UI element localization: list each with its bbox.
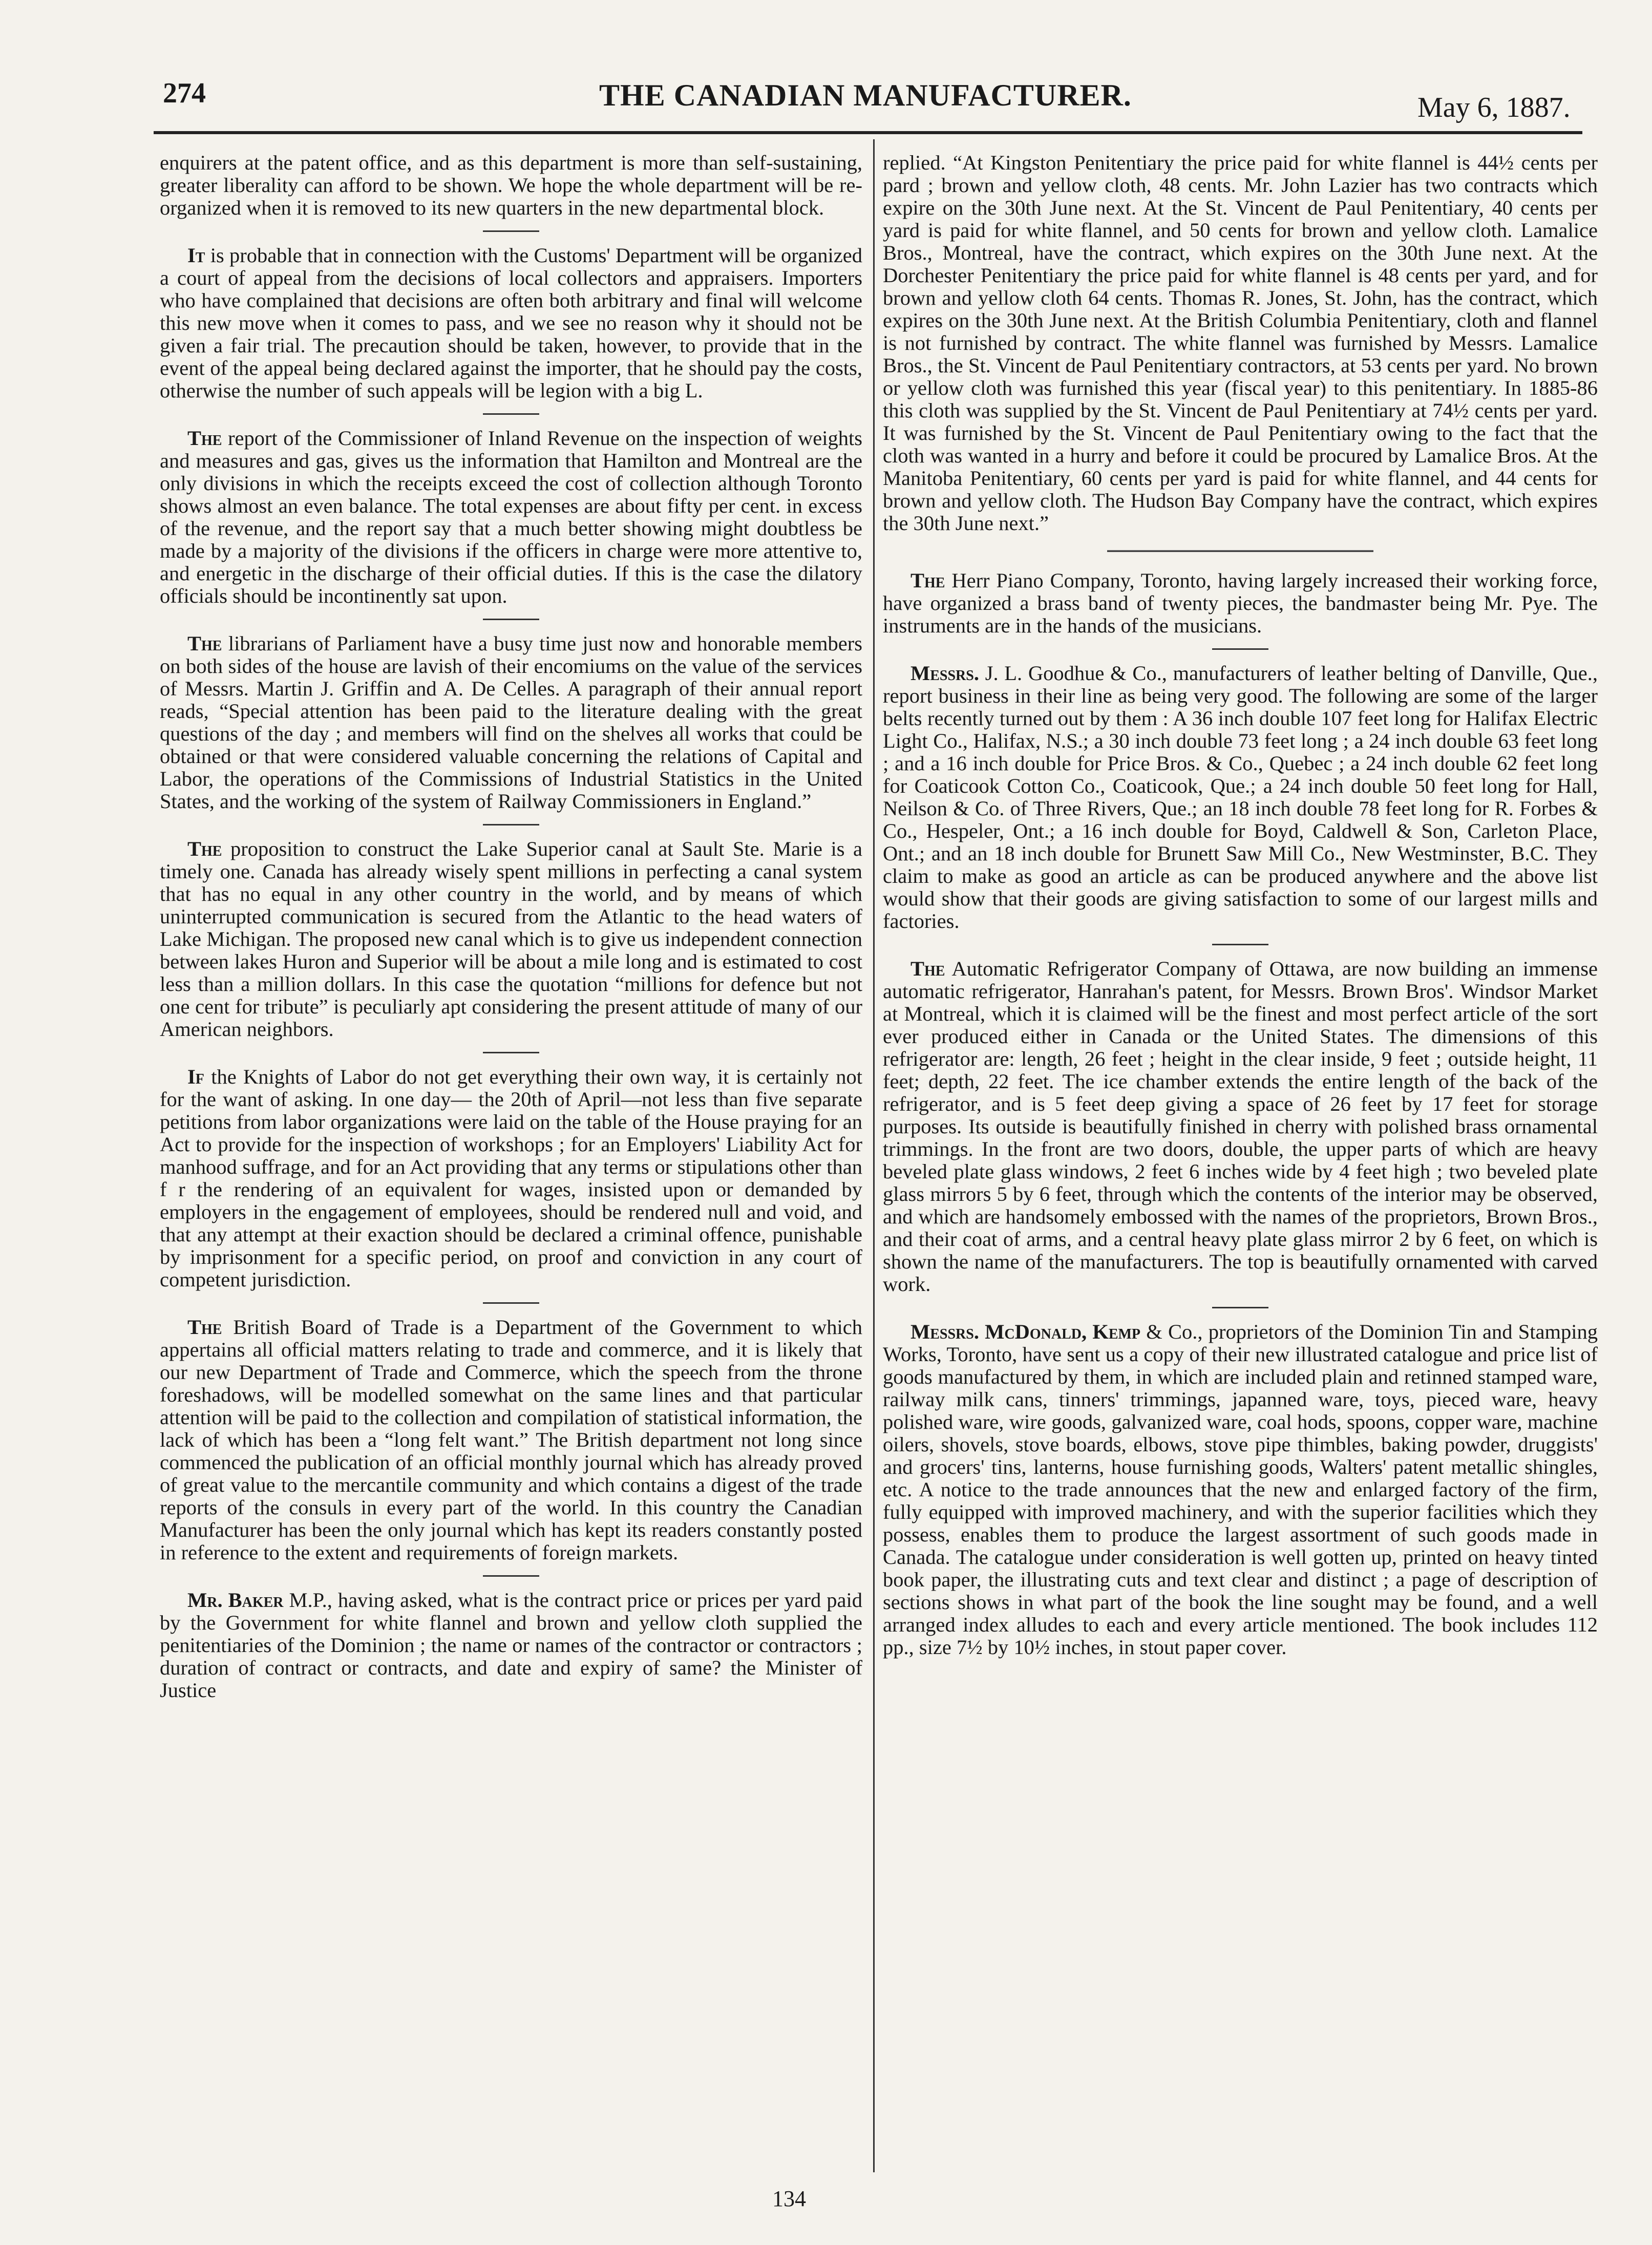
section-separator xyxy=(483,413,539,415)
left-column xyxy=(160,152,862,1702)
column-divider xyxy=(873,139,875,2172)
section-separator xyxy=(483,824,539,825)
paragraph-penitentiary-reply: replied. “At Kingston Penitentiary the price paid for white flannel is 44½ cents per pard ; brown and yellow cloth, 48 cents. Mr. John Lazier has two contracts which expire on the 30th June next. At the St. Vincent de Paul Penitentiary, 40 cents per yard is paid for white flannel, and 50 cents for brown and yellow cloth. Lamalice Bros., Montreal, have the contract, which expires on the 30th June next. At the Dorchester Penitentiary the price paid for white flannel is 48 cents per yard, and for brown and yellow cloth 64 cents. Thomas R. Jones, St. John, has the contract, which expires on the 30th June next. At the British Columbia Penitentiary, cloth and flannel is not furnished by contract. The white flannel was furnished by Messrs. Lamalice Bros., the St. Vincent de Paul Penitentiary contractors, at 53 cents per yard. No brown or yellow cloth was furnished this year (fiscal year) to this penitentiary. In 1885-86 this cloth was supplied by the St. Vincent de Paul Penitentiary at 74½ cents per yard. It was furnished by the St. Vincent de Paul Penitentiary owing to the fact that the cloth was wanted in a hurry and before it could be procured by Lamalice Bros. At the Manitoba Penitentiary, 60 cents per yard is paid for white flannel, and 44 cents for brown and yellow cloth. The Hudson Bay Company have the contract, which expires the 30th June next.” xyxy=(883,151,1598,535)
paragraph-mcdonald-kemp: Messrs. McDonald, Kemp & Co., proprietors of the Dominion Tin and Stamping Works, Toronto, have sent us a copy of their new illustrated catalogue and price list of goods manufactured by them, in which are included plain and retinned stamped ware, railway milk cans, tinners' trimmings, japanned ware, toys, pieced ware, heavy polished ware, wire goods, galvanized ware, coal hods, spoons, copper ware, machine oilers, shovels, stove boards, elbows, stove pipe thimbles, baking powder, druggists' and grocers' tins, lanterns, house furnishing goods, Walters' patent metallic shingles, etc. A notice to the trade announces that the new and enlarged factory of the firm, fully equipped with improved machinery, and with the superior facilities which they possess, enables them to produce the largest assortment of such goods made in Canada. The catalogue under consideration is well gotten up, printed on heavy tinted book paper, the illustrating cuts and text clear and distinct ; a page of description of sections shows in what part of the book the line sought may be found, and a well arranged index alludes to each and every article mentioned. The book includes 112 pp., size 7½ by 10½ inches, in stout paper cover. xyxy=(883,1320,1598,1659)
paragraph-automatic-refrigerator: The Automatic Refrigerator Company of Ottawa, are now building an immense automatic refrigerator, Hanrahan's patent, for Messrs. Brown Bros'. Windsor Market at Montreal, which it is claimed will be the finest and most perfect article of the sort ever produced either in Canada or the United States. The dimensions of this refrigerator are: length, 26 feet ; height in the clear inside, 9 feet ; outside height, 11 feet; depth, 22 feet. The ice chamber extends the entire length of the back of the refrigerator, and is 5 feet deep giving a space of 26 feet by 17 feet for storage purposes. Its outside is beautifully finished in cherry with polished brass ornamental trimmings. In the front are two doors, double, the upper parts of which are heavy beveled plate glass windows, 2 feet 6 inches wide by 4 feet high ; two beveled plate glass mirrors 5 by 6 feet, through which the contents of the interior may be observed, and which are handsomely embossed with the names of the proprietors, Brown Bros., and their coat of arms, and a central heavy plate glass mirror 2 by 6 feet, on which is shown the name of the manufacturers. The top is beautifully ornamented with carved work. xyxy=(883,957,1598,1296)
paragraph-customs-appeal: It is probable that in connection with the Customs' Department will be organized a court of appeal from the decisions of local collectors and appraisers. Importers who have complained that decisions are often both arbitrary and final will welcome this new move when it comes to pass, and we see no reason why it should not be given a fair trial. The precaution should be taken, however, to provide that in the event of the appeal being declared against the importer, that he should pay the costs, otherwise the number of such appeals will be legion with a big L. xyxy=(160,244,862,402)
paragraph-inland-revenue: The report of the Commissioner of Inland Revenue on the inspection of weights and measures and gas, gives us the information that Hamilton and Montreal are the only divisions in which the receipts exceed the cost of collection although Toronto shows almost an even balance. The total expenses are about fifty per cent. in excess of the revenue, and the report say that a much better showing might doubtless be made by a majority of the divisions if the officers in charge were more attentive to, and energetic in the discharge of their official duties. If this is the case the dilatory officials should be incontinently sat upon. xyxy=(160,427,862,607)
paragraph-mr-baker: Mr. Baker M.P., having asked, what is the contract price or prices per yard paid by the Government for white flannel and brown and yellow cloth supplied the penitentiaries of the Dominion ; the name or names of the contractor or contractors ; duration of contract or contracts, and date and expiry of same? the Minister of Justice xyxy=(160,1589,863,1702)
paragraph-herr-piano: The Herr Piano Company, Toronto, having largely increased their working force, have organized a brass band of twenty pieces, the bandmaster being Mr. Pye. The instruments are in the hands of the musicians. xyxy=(883,569,1598,637)
section-separator xyxy=(483,619,539,620)
paragraph-librarians: The librarians of Parliament have a busy time just now and honorable members on both sides of the house are lavish of their encomiums on the value of the services of Messrs. Martin J. Griffin and A. De Celles. A paragraph of their annual report reads, “Special attention has been paid to the literature dealing with the great questions of the day ; and members will find on the shelves all works that could be obtained or that were considered valuable concerning the relations of Capital and Labor, the operations of the Commissions of Industrial Statistics in the United States, and the working of the system of Railway Commissioners in England.” xyxy=(160,632,862,813)
page-folio: 134 xyxy=(772,2186,806,2211)
section-separator xyxy=(1212,1307,1268,1308)
section-separator xyxy=(1212,648,1268,650)
section-separator xyxy=(483,230,539,232)
paragraph-patent-office: enquirers at the patent office, and as this department is more than self-sustaining, greater liberality can afford to be shown. We hope the whole department will be re-organized when it is removed to its new quarters in the new departmental block. xyxy=(160,151,862,219)
page-number: 274 xyxy=(163,77,206,109)
paragraph-lake-superior-canal: The proposition to construct the Lake Superior canal at Sault Ste. Marie is a timely one. Canada has already wisely spent millions in perfecting a canal system that has no equal in any other country in the world, and by means of which uninterrupted communication is secured from the Atlantic to the head waters of Lake Michigan. The proposed new canal which is to give us independent connection between lakes Huron and Superior will be about a mile long and is estimated to cost less than a million dollars. In this case the quotation “millions for defence but not one cent for tribute” is peculiarly apt considering the present attitude of many of our American neighbors. xyxy=(160,837,862,1041)
section-separator xyxy=(483,1575,539,1577)
section-separator xyxy=(483,1302,539,1304)
issue-date: May 6, 1887. xyxy=(1417,92,1571,123)
paragraph-board-of-trade: The British Board of Trade is a Department of the Government to which appertains all official matters relating to trade and commerce, and it is likely that our new Department of Trade and Commerce, which the speech from the throne foreshadows, will be modelled somewhat on the same lines and that particular attention will be paid to the collection and compilation of statistical information, the lack of which has been a “long felt want.” The British department not long since commenced the publication of an official monthly journal which has already proved of great value to the mercantile community and which contains a digest of the trade reports of the consuls in every part of the world. In this country the Canadian Manufacturer has been the only journal which has kept its readers constantly posted in reference to the extent and requirements of foreign markets. xyxy=(160,1316,862,1564)
paragraph-knights-of-labor: If the Knights of Labor do not get everything their own way, it is certainly not for the want of asking. In one day— the 20th of April—not less than five separate petitions from labor organizations were laid on the table of the House praying for an Act to provide for the inspection of workshops ; for an Employers' Liability Act for manhood suffrage, and for an Act providing that any terms or stipulations other than f r the rendering of an equivalent for wages, insisted upon or demanded by employers in the engagement of employees, should be rendered null and void, and that any attempt at their exaction should be declared a criminal offence, punishable by imprisonment for a specific period, on proof and conviction in any court of competent jurisdiction. xyxy=(160,1065,862,1291)
section-separator-wide xyxy=(1107,550,1373,552)
paragraph-goodhue-belting: Messrs. J. L. Goodhue & Co., manufacturers of leather belting of Danville, Que., report business in their line as being very good. The following are some of the larger belts recently turned out by them : A 36 inch double 107 feet long for Halifax Electric Light Co., Halifax, N.S.; a 30 inch double 73 feet long ; a 24 inch double 63 feet long ; and a 16 inch double for Price Bros. & Co., Quebec ; a 24 inch double 62 feet long for Coaticook Cotton Co., Coaticook, Que.; a 24 inch double 50 feet long for Hall, Neilson & Co. of Three Rivers, Que.; an 18 inch double 78 feet long for R. Forbes & Co., Hespeler, Ont.; a 16 inch double for Boyd, Caldwell & Son, Carleton Place, Ont.; and an 18 inch double for Brunett Saw Mill Co., New Westminster, B.C. They claim to make as good an article as can be produced anywhere and the above list would show that their goods are giving satisfaction to some of our largest mills and factories. xyxy=(883,662,1598,933)
section-separator xyxy=(1212,944,1268,945)
masthead-title: THE CANADIAN MANUFACTURER. xyxy=(599,78,1132,112)
right-column xyxy=(883,152,1598,1659)
header-rule xyxy=(154,131,1582,134)
section-separator xyxy=(483,1052,539,1053)
